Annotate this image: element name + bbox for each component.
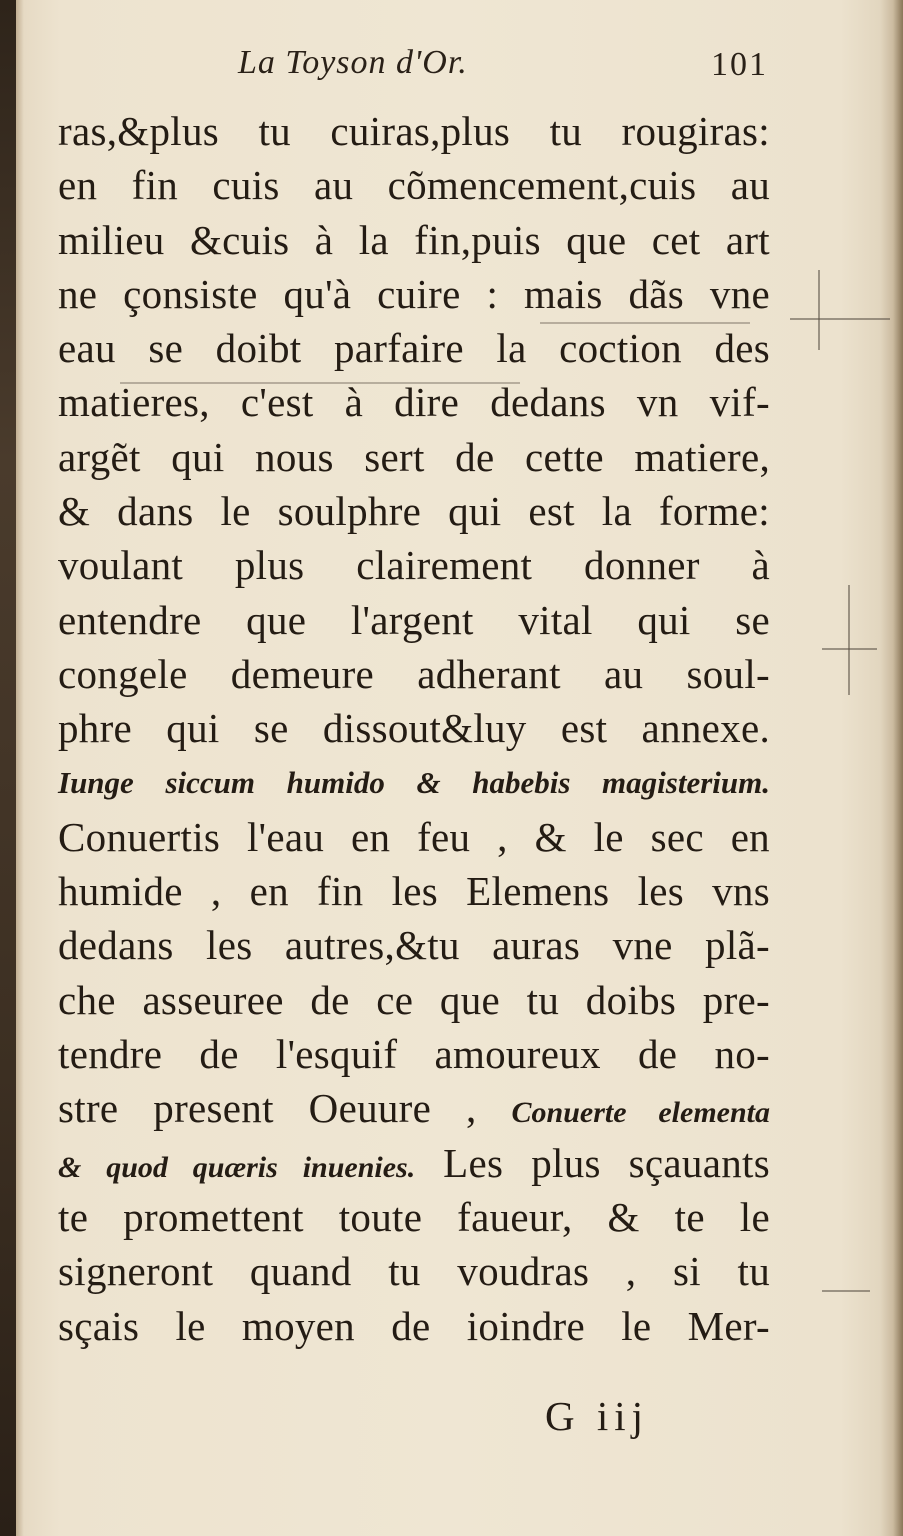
text-line-mixed — [58, 1081, 770, 1135]
latin-maxim-segment: & quod quæris inuenies. — [58, 1150, 416, 1184]
page-text-block — [58, 44, 770, 1353]
binding-gutter — [0, 0, 16, 1536]
text-line: humide , en fin les Elemens les vns — [58, 868, 770, 915]
text-line: matieres, c'est à dire dedans vn vif- — [58, 379, 770, 426]
signature-mark: G iij — [545, 1393, 650, 1439]
latin-maxim-segment: Conuerte elementa — [511, 1096, 770, 1130]
text-line: ne çonsiste qu'à cuire : mais dãs vne — [58, 270, 770, 317]
page-header — [58, 44, 770, 104]
text-line: sçais le moyen de ioindre le Mer- — [58, 1302, 770, 1349]
pencil-bracket-mark — [848, 585, 850, 695]
text-line: eau se doibt parfaire la coction des — [58, 325, 770, 372]
text-line: congele demeure adherant au soul- — [58, 650, 770, 697]
text-line: en fin cuis au cõmencement,cuis au — [58, 162, 770, 209]
text-line: & dans le soulphre qui est la forme: — [58, 488, 770, 535]
text-line: ras,&plus tu cuiras,plus tu rougiras: — [58, 108, 770, 154]
text-line: dedans les autres,&tu auras vne plã- — [58, 922, 770, 969]
text-line: tendre de l'esquif amoureux de no- — [58, 1031, 770, 1078]
text-line: te promettent toute faueur, & te le — [58, 1193, 770, 1240]
text-line: voulant plus clairement donner à — [58, 542, 770, 589]
text-line: phre qui se dissout&luy est annexe. — [58, 705, 770, 752]
text-line-mixed — [58, 1136, 770, 1190]
pencil-bracket-tick — [822, 648, 877, 650]
running-head: La Toyson d'Or. — [238, 44, 468, 81]
text-roman-segment: stre present Oeuure , — [58, 1085, 477, 1132]
text-line: milieu &cuis à la fin,puis que cet art — [58, 216, 770, 263]
text-line: Conuertis l'eau en feu , & le sec en — [58, 813, 770, 860]
text-line: che asseuree de ce que tu doibs pre- — [58, 976, 770, 1023]
latin-maxim-line: Iunge siccum humido & habebis magisterium. — [58, 764, 770, 800]
text-line: signeront quand tu voudras , si tu — [58, 1248, 770, 1295]
text-roman-segment: Les plus sçauants — [443, 1139, 770, 1186]
text-line: entendre que l'argent vital qui se — [58, 596, 770, 643]
pencil-cross-mark — [790, 318, 890, 320]
pencil-bottom-mark — [822, 1290, 870, 1292]
pencil-cross-mark-vertical — [818, 270, 820, 350]
page-number: 101 — [711, 46, 768, 83]
text-line: argẽt qui nous sert de cette matiere, — [58, 433, 770, 480]
